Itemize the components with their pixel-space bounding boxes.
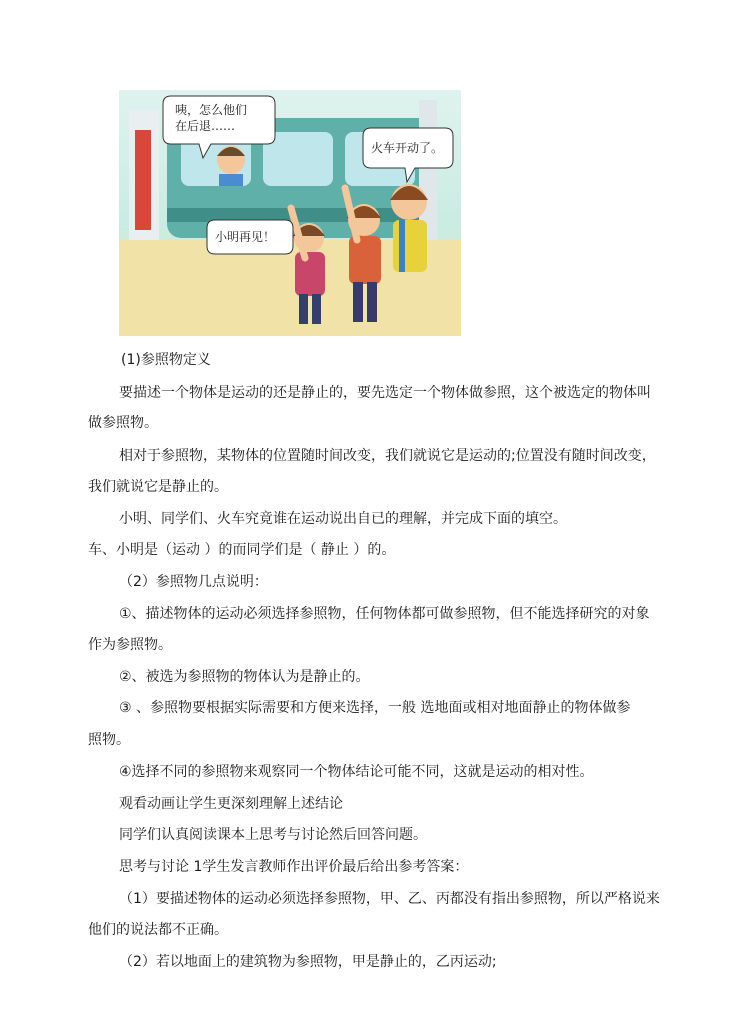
note-item-3: ③ 、参照物要根据实际需要和方便来选择，一般 选地面或相对地面静止的物体做参 <box>119 700 631 716</box>
paragraph-line: 小明、同学们、火车究竟谁在运动说出自已的理解，并完成下面的填空。 <box>119 511 567 527</box>
illustration-drawing <box>119 90 461 336</box>
section-heading-notes: （2）参照物几点说明： <box>119 574 268 590</box>
paragraph-line: 要描述一个物体是运动的还是静止的，要先选定一个物体做参照，这个被选定的物体叫 <box>119 385 651 401</box>
paragraph-line: 相对于参照物，某物体的位置随时间改变，我们就说它是运动的;位置没有随时间改变， <box>119 448 656 464</box>
bubble-left-text: 咦，怎么他们 在后退…… <box>175 103 248 133</box>
paragraph-line: 我们就说它是静止的。 <box>88 479 228 495</box>
bubble-bottom-text: 小明再见！ <box>215 230 276 244</box>
fill-in-line: 车、小明是（运动 ）的而同学们是（ 静止 ）的。 <box>88 542 396 558</box>
answer-2: （2）若以地面上的建筑物为参照物，甲是静止的，乙丙运动; <box>119 954 497 970</box>
paragraph-line: 观看动画让学生更深刻理解上述结论 <box>119 796 343 812</box>
child-3-body <box>393 220 427 272</box>
note-item-1-cont: 作为参照物。 <box>88 637 172 653</box>
train-station-illustration <box>119 90 461 336</box>
section-heading-definition: (1)参照物定义 <box>121 352 211 368</box>
child-1-body <box>295 252 325 296</box>
bubble-right-text: 火车开动了。 <box>371 141 444 155</box>
answer-1: （1）要描述物体的运动必须选择参照物，甲、乙、丙都没有指出参照物，所以严格说来 <box>119 891 660 907</box>
note-item-3-cont: 照物。 <box>88 732 130 748</box>
note-item-1: ①、描述物体的运动必须选择参照物，任何物体都可做参照物，但不能选择研究的对象 <box>119 606 650 622</box>
answer-1-cont: 他们的说法都不正确。 <box>88 922 228 938</box>
child-2-body <box>349 236 381 284</box>
red-sign <box>135 130 151 230</box>
paragraph-line: 同学们认真阅读课本上思考与讨论然后回答问题。 <box>119 827 427 843</box>
note-item-4: ④选择不同的参照物来观察同一个物体结论可能不同，这就是运动的相对性。 <box>119 764 594 780</box>
paragraph-line: 思考与讨论 1学生发言教师作出评价最后给出参考答案： <box>119 859 469 875</box>
note-item-2: ②、被选为参照物的物体认为是静止的。 <box>119 669 370 685</box>
paragraph-line: 做参照物。 <box>88 415 158 431</box>
